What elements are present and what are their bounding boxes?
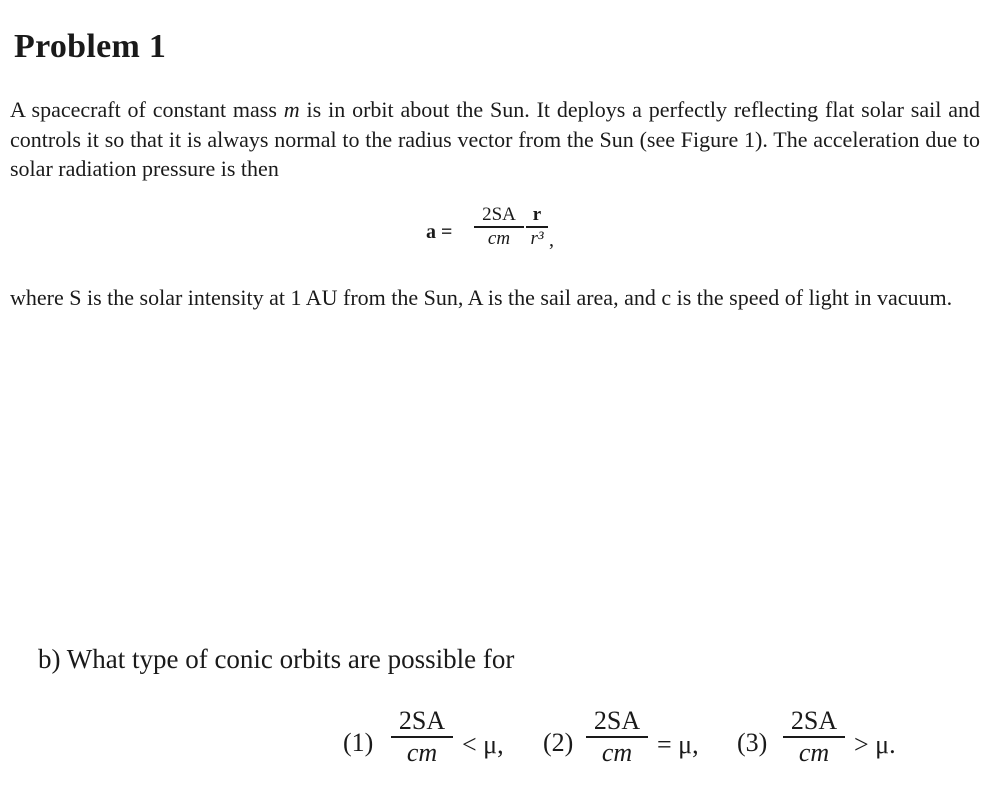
equation-numerator-2: r (532, 204, 542, 225)
equation-numerator-1: 2SA (482, 204, 516, 225)
option-3-fraction (783, 706, 845, 768)
equation-fraction-2 (526, 204, 548, 250)
equation-fraction-1 (474, 204, 524, 250)
option-1-fraction (391, 706, 453, 768)
equation-lhs: a = (426, 221, 453, 243)
option-1-relation: < μ, (462, 730, 504, 759)
page-title: Problem 1 (14, 28, 167, 65)
equation-comma: , (549, 229, 554, 251)
option-1-numerator: 2SA (398, 706, 446, 735)
option-2-numerator: 2SA (593, 706, 641, 735)
mass-symbol: m (283, 97, 300, 122)
problem-intro (10, 95, 980, 184)
where-text: where S is the solar intensity at 1 AU from the Sun, A is the sail area, and c is the speed of light in vacuum. (10, 285, 953, 310)
part-b-question: b) What type of conic orbits are possible for (38, 644, 515, 674)
option-1-label: (1) (343, 728, 374, 757)
option-3-label: (3) (737, 728, 768, 757)
option-2-relation: = μ, (657, 730, 699, 759)
option-2-fraction (586, 706, 648, 768)
intro-text-2: is in orbit about the Sun. It deploys a perfectly reflecting flat solar sail and controls it so that it is always normal to the radius vector from the Sun (see Figure 1). The acceleration due to solar radiation pressure is then (10, 97, 980, 181)
option-1-denominator: cm (406, 737, 438, 767)
intro-text-1: A spacecraft of constant mass (10, 97, 284, 122)
equation-denominator-2: r³ (530, 227, 544, 249)
part-b-options (0, 700, 1003, 790)
option-3-relation: > μ. (854, 730, 896, 759)
option-3-denominator: cm (798, 737, 830, 767)
option-2-denominator: cm (601, 737, 633, 767)
equation-denominator-1: cm (487, 227, 511, 249)
acceleration-equation (0, 195, 1003, 275)
option-2-label: (2) (543, 728, 574, 757)
option-3-numerator: 2SA (790, 706, 838, 735)
